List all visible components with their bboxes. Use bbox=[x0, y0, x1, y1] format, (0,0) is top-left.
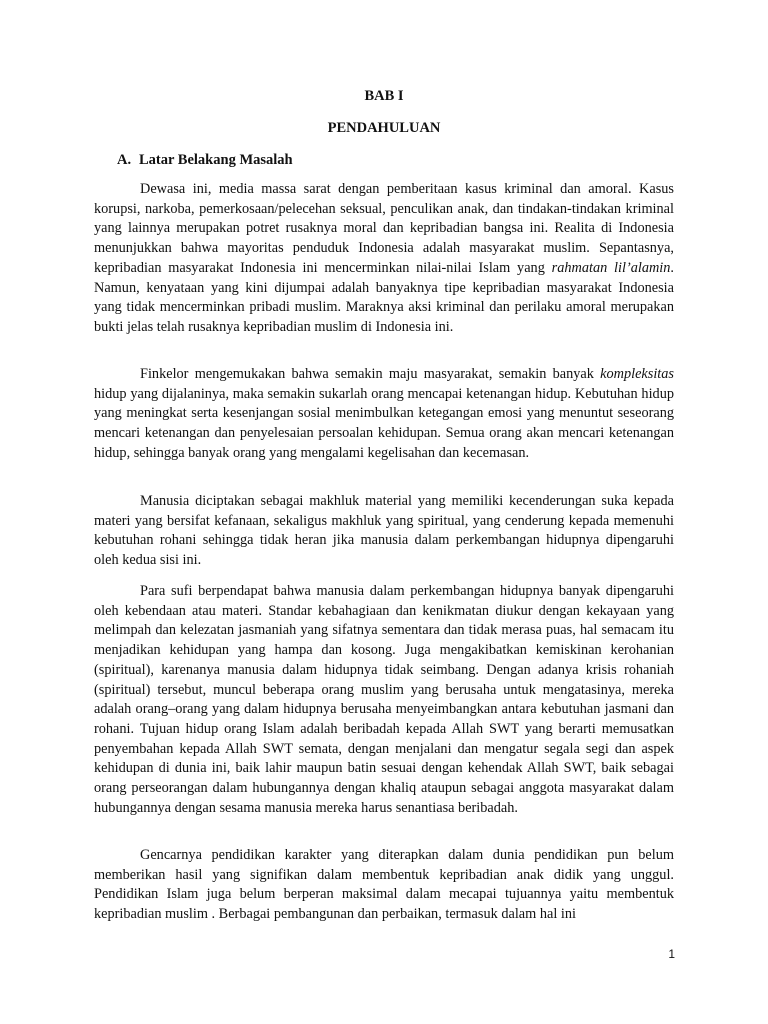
paragraph-1 bbox=[94, 180, 674, 338]
paragraph-2 bbox=[94, 365, 674, 464]
chapter-title: PENDAHULUAN bbox=[327, 120, 441, 136]
section-title: Latar Belakang Masalah bbox=[139, 152, 293, 168]
paragraph-2-italic-term: kompleksitas bbox=[600, 366, 674, 382]
section-heading bbox=[117, 151, 293, 169]
paragraph-2-text-before: Finkelor mengemukakan bahwa semakin maju masyarakat, semakin banyak bbox=[140, 366, 601, 382]
section-marker: A. bbox=[117, 152, 132, 168]
paragraph-4: Para sufi berpendapat bahwa manusia dalam perkembangan hidupnya banyak dipengaruhi oleh kebendaan atau materi. Standar kebahagiaan dan kenikmatan diukur dengan kekayaan yang melimpah dan kelezatan jasmaniah yang sifatnya sementara dan tidak merasa puas, hal semacam itu menjadikan kehidupan yang hampa dan kosong. Juga mengakibatkan kemiskinan kerohanian (spiritual), karenanya manusia dalam hidupnya tidak seimbang. Dengan adanya krisis rohaniah (spiritual) tersebut, muncul beberapa orang muslim yang berusaha untuk mengatasinya, mereka adalah orang–orang yang dalam hidupnya berusaha menyeimbangkan antara kebutuhan jasmani dan rohani. Tujuan hidup orang Islam adalah beribadah kepada Allah SWT yang berarti memusatkan penyembahan kepada Allah SWT semata, dengan menjalani dan mengatur segala segi dan aspek kehidupan di dunia ini, baik lahir maupun batin sesuai dengan kehendak Allah SWT, baik sebagai orang perseorangan dalam hubungannya dengan khaliq ataupun sebagai anggota masyarakat dalam hubungannya dengan sesama manusia mereka harus senantiasa beribadah. bbox=[94, 583, 674, 816]
paragraph-1-text-after: . Namun, kenyataan yang kini dijumpai adalah banyaknya tipe kepribadian masyarakat Indonesia yang tidak mencerminkan pribadi muslim. Maraknya aksi kriminal dan perilaku amoral merupakan bukti jelas telah rusaknya kepribadian muslim di Indonesia ini. bbox=[94, 259, 674, 335]
paragraph-5: Gencarnya pendidikan karakter yang diterapkan dalam dunia pendidikan pun belum memberikan hasil yang signifikan dalam membentuk kepribadian anak didik yang unggul. Pendidikan Islam juga belum berperan maksimal dalam mecapai tujuannya yaitu membentuk kepribadian muslim . Berbagai pembangunan dan perbaikan, termasuk dalam hal ini bbox=[94, 847, 674, 923]
paragraph-1-text-before: Dewasa ini, media massa sarat dengan pemberitaan kasus kriminal dan amoral. Kasus korupsi, narkoba, pemerkosaan/pelecehan seksual, penculikan anak, dan tindakan-tindakan kriminal yang lainnya merupakan potret rusaknya moral dan kepribadian bangsa ini. Realita di Indonesia menunjukkan bahwa mayoritas penduduk Indonesia adalah masyarakat muslim. Sepantasnya, kepribadian masyarakat Indonesia ini mencerminkan nilai-nilai Islam yang bbox=[94, 181, 674, 276]
paragraph-3: Manusia diciptakan sebagai makhluk material yang memiliki kecenderungan suka kepada materi yang bersifat kefanaan, sekaligus makhluk yang spiritual, yang cenderung kepada memenuhi kebutuhan rohani sehingga tidak heran jika manusia dalam perkembangan hidupnya dipengaruhi oleh kedua sisi ini. bbox=[94, 493, 674, 569]
paragraph-2-text-after: hidup yang dijalaninya, maka semakin sukarlah orang mencapai ketenangan hidup. Kebutuhan hidup yang meningkat serta kesenjangan sosial menimbulkan ketegangan emosi yang menuntut seseorang mencari ketenangan dan penyelesaian persoalan kehidupan. Semua orang akan mencari ketenangan hidup, sehingga banyak orang yang mengalami kegelisahan dan kecemasan. bbox=[94, 385, 674, 461]
paragraph-1-italic-term: rahmatan lil’alamin bbox=[551, 259, 671, 276]
chapter-number: BAB I bbox=[364, 88, 404, 104]
page-number: 1 bbox=[668, 947, 675, 961]
